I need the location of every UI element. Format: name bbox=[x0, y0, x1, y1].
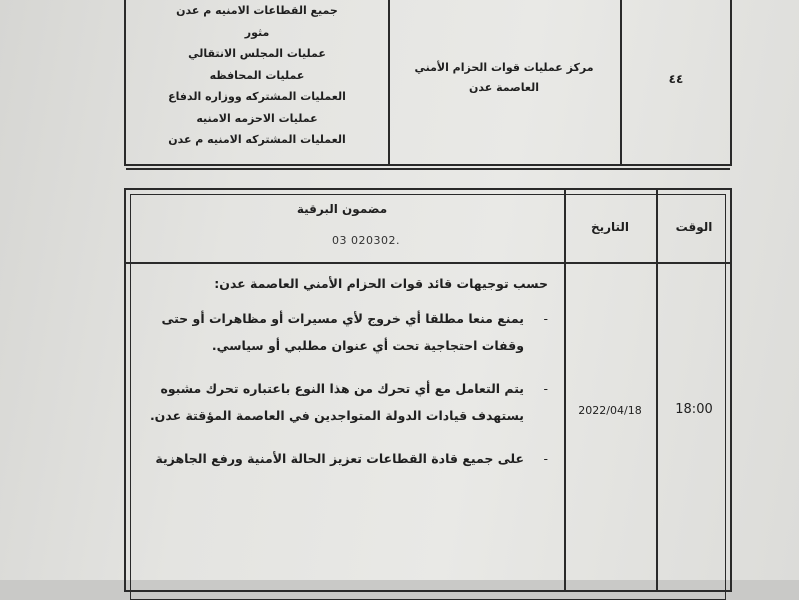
telegram-content bbox=[140, 276, 552, 488]
item-text: على جميع قادة القطاعات تعزيز الحالة الأمنية ورفع الجاهزية bbox=[155, 451, 524, 466]
list-item bbox=[140, 375, 552, 429]
date-cell: 2022/04/18 bbox=[578, 404, 642, 417]
time-header: الوقت bbox=[675, 220, 713, 234]
recipients-table bbox=[124, 0, 732, 166]
recipient-item: العمليات المشتركه ووزاره الدفاع bbox=[168, 90, 346, 103]
serial-number: ٤٤ bbox=[668, 72, 684, 86]
item-text: يمنع منعا مطلقا أي خروج لأي مسيرات أو مظاهرات أو حتى وقفات احتجاجية تحت أي عنوان مطلبي أو سياسي. bbox=[161, 311, 524, 353]
sender-cell: مركز عمليات قوات الحزام الأمني العاصمة عدن bbox=[414, 61, 594, 94]
list-item bbox=[140, 445, 552, 472]
recipient-item: عمليات المحافظه bbox=[209, 68, 305, 82]
table-divider bbox=[388, 0, 390, 164]
item-text: يتم التعامل مع أي تحرك من هذا النوع باعتباره تحرك مشبوه يستهدف قيادات الدولة المتواجدين في العاصمة المؤقتة عدن. bbox=[149, 381, 524, 423]
telegram-table bbox=[124, 188, 732, 592]
header-divider bbox=[126, 262, 730, 264]
bullet-dash: - bbox=[543, 311, 548, 326]
bullet-dash: - bbox=[543, 381, 548, 396]
table-divider bbox=[564, 190, 566, 590]
table-divider bbox=[620, 0, 622, 164]
recipient-item: مثور bbox=[244, 25, 270, 39]
time-cell: 18:00 bbox=[675, 402, 713, 417]
recipient-item: جميع القطاعات الامنيه م عدن bbox=[176, 4, 338, 17]
table-border bbox=[126, 168, 730, 170]
bullet-dash: - bbox=[543, 451, 548, 466]
intro-line: حسب توجيهات قائد قوات الحزام الأمني العاصمة عدن: bbox=[214, 276, 548, 291]
list-item bbox=[140, 305, 552, 359]
subject-header: مضمون البرقية bbox=[296, 202, 388, 216]
reference-number: 03 020302. bbox=[332, 234, 400, 247]
date-header: التاريخ bbox=[590, 220, 630, 234]
recipients-list bbox=[130, 0, 384, 151]
recipient-item: عمليات الاحزمه الامنيه bbox=[196, 111, 318, 125]
table-divider bbox=[656, 190, 658, 590]
recipient-item: عمليات المجلس الانتقالي bbox=[188, 47, 326, 60]
recipient-item: العمليات المشتركه الامنيه م عدن bbox=[168, 133, 346, 146]
